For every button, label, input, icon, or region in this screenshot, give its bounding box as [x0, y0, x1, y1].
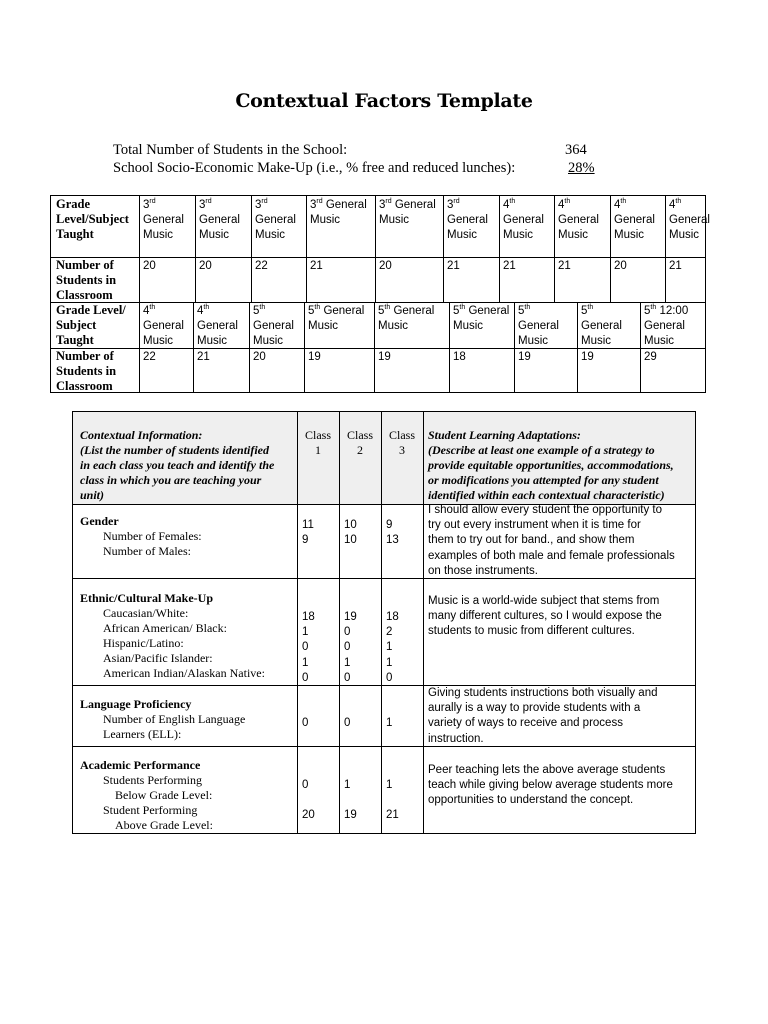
- grade-cell: 5th General Music: [518, 304, 559, 347]
- academic-class-2: 1 19: [344, 779, 357, 822]
- language-class-2: 0: [344, 717, 351, 729]
- grade-cell: 3rd General Music: [310, 198, 367, 226]
- count-cell: 21: [558, 260, 571, 272]
- ethnic-class-3: 18 2 1 1 0: [386, 611, 399, 684]
- count-cell: 22: [255, 260, 268, 272]
- class-3-header: Class 3: [388, 428, 415, 457]
- grid-line: [423, 412, 424, 833]
- gender-class-2: 10 10: [344, 519, 357, 547]
- grade-cell: 4th General Music: [558, 198, 599, 241]
- total-students-value: 364: [565, 142, 587, 158]
- gender-adaptation: I should allow every student the opportunity to try out every instrument when it is time for them to try out for band., and show them examples of both male and female professionals on those instruments.: [428, 504, 675, 577]
- total-students-label: Total Number of Students in the School:: [113, 142, 348, 158]
- academic-adaptation: Peer teaching lets the above average students teach while giving below average students more opportunities to understand the concept.: [428, 764, 673, 807]
- count-cell: 20: [143, 260, 156, 272]
- grade-table: [50, 195, 710, 393]
- count-row-label: Number of Students in Classroom: [56, 258, 117, 302]
- grade-cell: 5th General Music: [378, 304, 435, 332]
- document-title: Contextual Factors Template: [235, 90, 533, 112]
- count-cell: 19: [518, 351, 531, 363]
- grade-cell: 5th General Music: [453, 304, 510, 332]
- count-cell: 29: [644, 351, 657, 363]
- grade-cell: 3rd General Music: [379, 198, 436, 226]
- count-row-label-2: Number of Students in Classroom: [56, 349, 117, 393]
- ethnic-class-2: 19 0 0 1 0: [344, 611, 357, 684]
- grade-cell: 4th General Music: [197, 304, 238, 347]
- grade-cell: 3rd General Music: [143, 198, 184, 241]
- count-cell: 21: [197, 351, 210, 363]
- grade-row-label: Grade Level/Subject Taught: [56, 197, 129, 241]
- count-cell: 20: [253, 351, 266, 363]
- grade-cell: 4th General Music: [143, 304, 184, 347]
- count-cell: 22: [143, 351, 156, 363]
- language-title: Language Proficiency: [80, 697, 192, 711]
- grade-cell: 4th General Music: [614, 198, 655, 241]
- count-cell: 21: [310, 260, 323, 272]
- adaptations-header: Student Learning Adaptations: (Describe at least one example of a strategy to provide equitable opportunities, accommodations, or modifications you attempted for any student identified within each contextual characteristic): [428, 428, 674, 502]
- grade-cell: 4th General Music: [503, 198, 544, 241]
- grid-line: [339, 412, 340, 833]
- grade-row-label-2: Grade Level/ Subject Taught: [56, 303, 126, 347]
- count-cell: 19: [378, 351, 391, 363]
- academic-title: Academic Performance: [80, 758, 201, 772]
- contextual-info-header: Contextual Information: (List the number of students identified in each class you teach and identify the class in which you are teaching your unit): [80, 428, 275, 502]
- grade-cell: 5th General Music: [581, 304, 622, 347]
- language-class-3: 1: [386, 717, 393, 729]
- ses-value: 28%: [568, 160, 595, 176]
- grade-cell: 4th General Music: [669, 198, 710, 241]
- ethnic-title: Ethnic/Cultural Make-Up: [80, 591, 214, 605]
- grade-cell: 5th 12:00 General Music: [644, 304, 689, 347]
- count-cell: 21: [669, 260, 682, 272]
- grade-cell: 3rd General Music: [255, 198, 296, 241]
- gender-title: Gender: [80, 514, 119, 528]
- grid-line: [297, 412, 298, 833]
- language-section: Language Proficiency Number of English Language Learners (ELL):: [80, 697, 295, 742]
- count-cell: 19: [581, 351, 594, 363]
- count-cell: 18: [453, 351, 466, 363]
- count-cell: 20: [199, 260, 212, 272]
- count-cell: 21: [503, 260, 516, 272]
- language-class-1: 0: [302, 717, 309, 729]
- gender-section: Gender Number of Females: Number of Males:: [80, 514, 295, 559]
- ses-label: School Socio-Economic Make-Up (i.e., % free and reduced lunches):: [113, 160, 516, 176]
- grade-cell: 3rd General Music: [199, 198, 240, 241]
- language-adaptation: Giving students instructions both visually and aurally is a way to provide students with a variety of ways to receive and process instruction.: [428, 687, 658, 745]
- count-cell: 20: [614, 260, 627, 272]
- count-cell: 19: [308, 351, 321, 363]
- class-2-header: Class 2: [346, 428, 373, 457]
- grade-cell: 5th General Music: [253, 304, 294, 347]
- ethnic-section: Ethnic/Cultural Make-Up Caucasian/White: African American/ Black: Hispanic/Latino: Asian/Pacific Islander: American Indian/Alaskan Native:: [80, 591, 295, 681]
- contextual-factors-table: [72, 411, 696, 834]
- academic-class-1: 0 20: [302, 779, 315, 822]
- count-cell: 21: [447, 260, 460, 272]
- gender-class-3: 9 13: [386, 519, 399, 547]
- grade-cell: 5th General Music: [308, 304, 365, 332]
- academic-class-3: 1 21: [386, 779, 399, 822]
- grid-line: [381, 412, 382, 833]
- count-cell: 20: [379, 260, 392, 272]
- grade-cell: 3rd General Music: [447, 198, 488, 241]
- class-1-header: Class 1: [304, 428, 331, 457]
- ethnic-adaptation: Music is a world-wide subject that stems from many different cultures, so I would expose the students to music from different cultures.: [428, 595, 662, 638]
- gender-class-1: 11 9: [302, 519, 314, 547]
- academic-section: Academic Performance Students Performing Below Grade Level: Student Performing Above Grade Level:: [80, 758, 295, 833]
- ethnic-class-1: 18 1 0 1 0: [302, 611, 315, 684]
